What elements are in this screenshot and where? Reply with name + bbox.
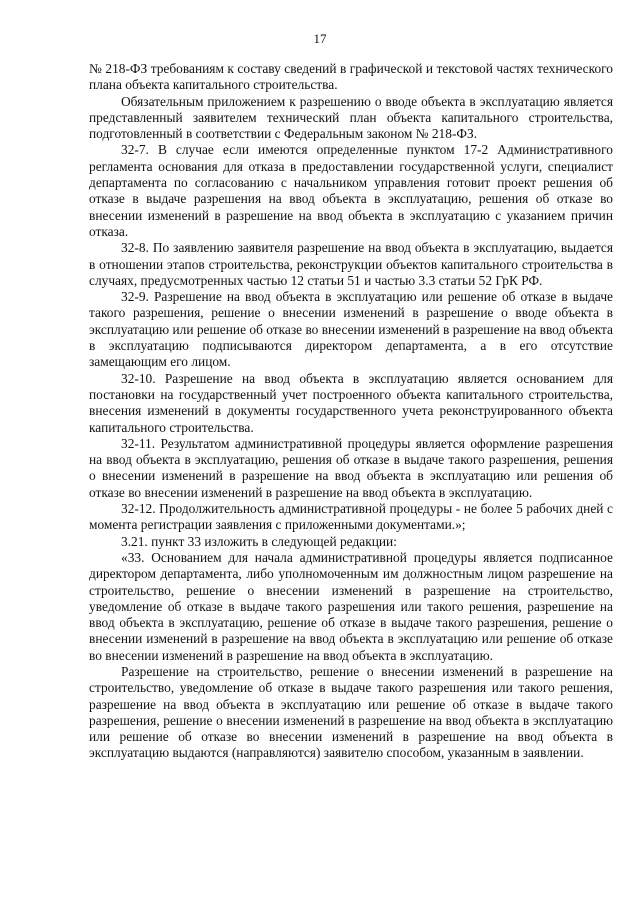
paragraph-3-21: 3.21. пункт 33 изложить в следующей редакции: — [121, 533, 397, 549]
page-number: 17 — [313, 31, 327, 46]
paragraph-32-9: 32-9. Разрешение на ввод объекта в эксплуатацию или решение об отказе в выдаче такого разрешения, решение о внесении изменений в разрешение о вводе объекта в эксплуатацию или решение об отказе во внесении изменений в разрешение на ввод объекта в эксплуатацию подписываются директором департамента, а в его отсутствие замещающим его лицом. — [89, 289, 613, 370]
paragraph-32-10: 32-10. Разрешение на ввод объекта в эксплуатацию является основанием для постановки на государственный учет построенного объекта капитального строительства, внесения изменений в документы государственного учета реконструированного объекта капитального строительства. — [89, 370, 613, 435]
paragraph-issuance: Разрешение на строительство, решение о внесении изменений в разрешение на строительство, уведомление об отказе в выдаче такого разрешения или такого решения, разрешение на ввод объекта в эксплуатацию или решение об отказе в выдаче такого разрешения, решение о внесении изменений в разрешение на ввод объекта в эксплуатацию или решение об отказе во внесении изменений в разрешение на ввод объекта в эксплуатацию выдаются (направляются) заявителю способом, указанным в заявлении. — [89, 663, 613, 761]
paragraph-continuation: № 218-ФЗ требованиям к составу сведений в графической и текстовой частях технического плана объекта капитального строительства. — [89, 61, 613, 93]
paragraph-mandatory-attachment: Обязательным приложением к разрешению о вводе объекта в эксплуатацию является представленный заявителем технический план объекта капитального строительства, подготовленный в соответствии с Федеральным законом № 218-ФЗ. — [89, 93, 613, 142]
paragraph-32-11: 32-11. Результатом административной процедуры является оформление разрешения на ввод объекта в эксплуатацию, решения об отказе в выдаче такого разрешения, решения о внесении изменений в разрешение на ввод объекта в эксплуатацию или решения об отказе во внесении изменений в разрешение на ввод объекта в эксплуатацию. — [89, 435, 613, 500]
paragraph-32-12: 32-12. Продолжительность административной процедуры - не более 5 рабочих дней с момента регистрации заявления с приложенными документами.»; — [89, 501, 613, 533]
paragraph-33: «33. Основанием для начала административной процедуры является подписанное директором департамента, либо уполномоченным им должностным лицом разрешение на строительство, решение о внесении изменений в разрешение на строительство, уведомление об отказе в выдаче такого разрешения или такого решения, разрешение на ввод объекта в эксплуатацию, решение об отказе в выдаче такого разрешения, решение о внесении изменений в разрешение на ввод объекта в эксплуатацию или решение об отказе во внесении изменений в разрешение на ввод объекта в эксплуатацию. — [89, 549, 613, 663]
document-body — [89, 61, 613, 762]
paragraph-32-8: 32-8. По заявлению заявителя разрешение на ввод объекта в эксплуатацию, выдается в отношении этапов строительства, реконструкции объектов капитального строительства в случаях, предусмотренных частью 12 статьи 51 и частью 3.3 статьи 52 ГрК РФ. — [89, 240, 613, 288]
paragraph-32-7: 32-7. В случае если имеются определенные пунктом 17-2 Административного регламента основания для отказа в предоставлении государственной услуги, специалист департамента по согласованию с начальником управления готовит проект решения об отказе в выдаче разрешения на ввод объекта в эксплуатацию, решения об отказе во внесении изменений в разрешение на ввод объекта в эксплуатацию с указанием причин отказа. — [89, 142, 613, 239]
